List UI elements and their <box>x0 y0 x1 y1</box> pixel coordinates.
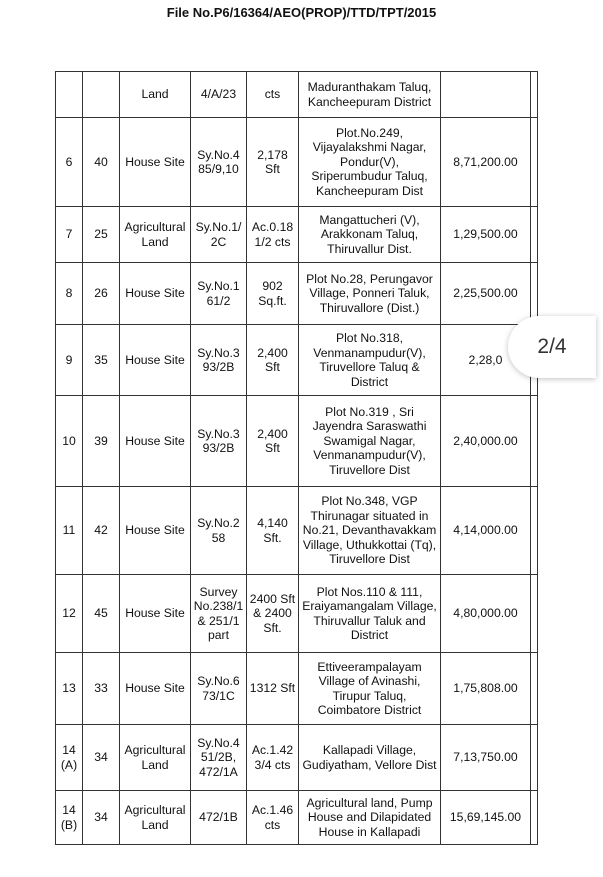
cell-property-type: House Site <box>120 325 191 396</box>
cell-property-type: Agricultural Land <box>120 725 191 791</box>
cell-location: Ettiveerampalayam Village of Avinashi, Tirupur Taluq, Coimbatore District <box>299 653 441 725</box>
cell-extent: 902 Sq.ft. <box>247 263 299 325</box>
cell-blank <box>531 396 538 487</box>
cell-extent: cts <box>247 72 299 118</box>
cell-ref-no: 40 <box>83 118 120 207</box>
page-indicator-badge: 2/4 <box>508 316 596 378</box>
table-row <box>56 653 538 725</box>
cell-extent: Ac.0.18 1/2 cts <box>247 207 299 263</box>
table-row <box>56 207 538 263</box>
cell-value <box>441 72 531 118</box>
table-row <box>56 325 538 396</box>
cell-survey-no: Sy.No.3 93/2B <box>191 325 247 396</box>
cell-serial-no: 14 (B) <box>56 791 83 845</box>
cell-value: 4,14,000.00 <box>441 487 531 575</box>
cell-serial-no: 10 <box>56 396 83 487</box>
cell-survey-no: Sy.No.1/ 2C <box>191 207 247 263</box>
table-row <box>56 118 538 207</box>
cell-location: Mangattucheri (V), Arakkonam Taluq, Thiruvallur Dist. <box>299 207 441 263</box>
table-row <box>56 72 538 118</box>
cell-blank <box>531 72 538 118</box>
cell-survey-no: Sy.No.4 51/2B, 472/1A <box>191 725 247 791</box>
cell-serial-no <box>56 72 83 118</box>
table-row <box>56 725 538 791</box>
cell-property-type: House Site <box>120 396 191 487</box>
cell-blank <box>531 653 538 725</box>
cell-survey-no: Sy.No.4 85/9,10 <box>191 118 247 207</box>
cell-blank <box>531 118 538 207</box>
cell-location: Plot No.28, Perungavor Village, Ponneri Taluk, Thiruvallore (Dist.) <box>299 263 441 325</box>
cell-serial-no: 7 <box>56 207 83 263</box>
cell-blank <box>531 791 538 845</box>
cell-blank <box>531 487 538 575</box>
cell-value: 1,29,500.00 <box>441 207 531 263</box>
cell-ref-no: 39 <box>83 396 120 487</box>
table-row <box>56 791 538 845</box>
cell-property-type: House Site <box>120 575 191 653</box>
cell-property-type: House Site <box>120 263 191 325</box>
cell-location: Plot No.319 , Sri Jayendra Saraswathi Swamigal Nagar, Venmanampudur(V), Tiruvellore Dist <box>299 396 441 487</box>
cell-location: Kallapadi Village, Gudiyatham, Vellore Dist <box>299 725 441 791</box>
cell-survey-no: Sy.No.2 58 <box>191 487 247 575</box>
table-row <box>56 263 538 325</box>
cell-property-type: House Site <box>120 487 191 575</box>
cell-value: 2,28,0 <box>441 325 531 396</box>
file-number-header: File No.P6/16364/AEO(PROP)/TTD/TPT/2015 <box>166 5 437 20</box>
cell-ref-no: 45 <box>83 575 120 653</box>
table-row <box>56 575 538 653</box>
cell-ref-no: 42 <box>83 487 120 575</box>
cell-extent: 2,178 Sft <box>247 118 299 207</box>
cell-extent: 2400 Sft & 2400 Sft. <box>247 575 299 653</box>
cell-serial-no: 14 (A) <box>56 725 83 791</box>
cell-ref-no: 35 <box>83 325 120 396</box>
cell-extent: 2,400 Sft <box>247 396 299 487</box>
cell-location: Agricultural land, Pump House and Dilapidated House in Kallapadi <box>299 791 441 845</box>
cell-property-type: Land <box>120 72 191 118</box>
cell-extent: 4,140 Sft. <box>247 487 299 575</box>
cell-value: 2,25,500.00 <box>441 263 531 325</box>
cell-value: 1,75,808.00 <box>441 653 531 725</box>
cell-ref-no: 34 <box>83 725 120 791</box>
cell-value: 2,40,000.00 <box>441 396 531 487</box>
cell-blank <box>531 207 538 263</box>
cell-blank <box>531 725 538 791</box>
cell-property-type: House Site <box>120 653 191 725</box>
cell-survey-no: Sy.No.6 73/1C <box>191 653 247 725</box>
cell-location: Plot No.318, Venmanampudur(V), Tiruvellore Taluq & District <box>299 325 441 396</box>
cell-ref-no: 34 <box>83 791 120 845</box>
cell-ref-no <box>83 72 120 118</box>
cell-serial-no: 11 <box>56 487 83 575</box>
cell-location: Plot No.348, VGP Thirunagar situated in No.21, Devanthavakkam Village, Uthukkottai (Tq), Tiruvellore Dist <box>299 487 441 575</box>
cell-serial-no: 6 <box>56 118 83 207</box>
table-row <box>56 396 538 487</box>
cell-value: 7,13,750.00 <box>441 725 531 791</box>
cell-value: 15,69,145.00 <box>441 791 531 845</box>
table-row <box>56 487 538 575</box>
cell-property-type: House Site <box>120 118 191 207</box>
cell-extent: Ac.1.42 3/4 cts <box>247 725 299 791</box>
cell-value: 4,80,000.00 <box>441 575 531 653</box>
cell-extent: Ac.1.46 cts <box>247 791 299 845</box>
cell-serial-no: 9 <box>56 325 83 396</box>
cell-extent: 2,400 Sft <box>247 325 299 396</box>
cell-location: Maduranthakam Taluq, Kancheepuram District <box>299 72 441 118</box>
cell-property-type: Agricultural Land <box>120 791 191 845</box>
cell-survey-no: 4/A/23 <box>191 72 247 118</box>
cell-property-type: Agricultural Land <box>120 207 191 263</box>
cell-location: Plot.No.249, Vijayalakshmi Nagar, Pondur(V), Sriperumbudur Taluq, Kancheepuram Dist <box>299 118 441 207</box>
cell-serial-no: 13 <box>56 653 83 725</box>
cell-survey-no: Sy.No.1 61/2 <box>191 263 247 325</box>
cell-ref-no: 26 <box>83 263 120 325</box>
cell-location: Plot Nos.110 & 111, Eraiyamangalam Village, Thiruvallur Taluk and District <box>299 575 441 653</box>
cell-ref-no: 33 <box>83 653 120 725</box>
cell-serial-no: 12 <box>56 575 83 653</box>
cell-blank <box>531 575 538 653</box>
cell-survey-no: 472/1B <box>191 791 247 845</box>
cell-survey-no: Sy.No.3 93/2B <box>191 396 247 487</box>
cell-extent: 1312 Sft <box>247 653 299 725</box>
cell-survey-no: Survey No.238/1 & 251/1 part <box>191 575 247 653</box>
property-table <box>55 71 538 845</box>
cell-serial-no: 8 <box>56 263 83 325</box>
cell-value: 8,71,200.00 <box>441 118 531 207</box>
cell-ref-no: 25 <box>83 207 120 263</box>
